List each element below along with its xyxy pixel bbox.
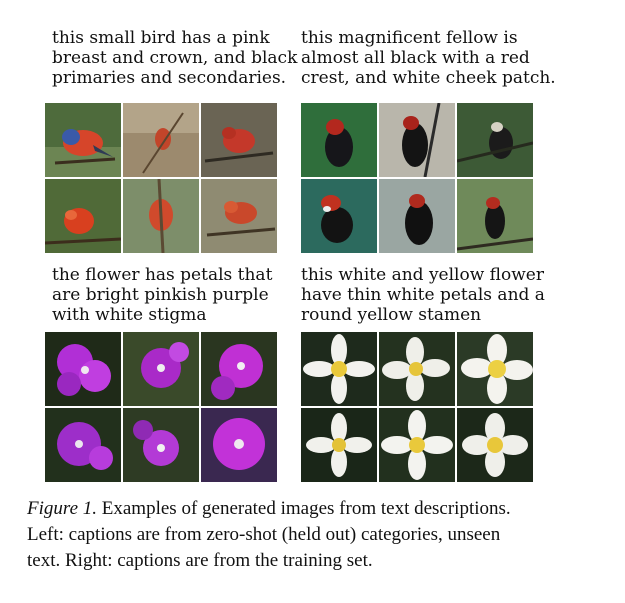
figure-caption-line-1 — [27, 496, 602, 522]
image-grid-bird-black — [301, 103, 533, 253]
generated-image-flower-purple-4 — [45, 408, 121, 482]
generated-image-flower-white-1 — [301, 332, 377, 406]
generated-image-bird-black-3 — [457, 103, 533, 177]
generated-image-bird-pink-3 — [201, 103, 277, 177]
generated-image-bird-black-2 — [379, 103, 455, 177]
generated-image-flower-white-2 — [379, 332, 455, 406]
figure-caption-line-3: text. Right: captions are from the training set. — [27, 550, 373, 571]
caption-line: almost all black with a red — [301, 48, 530, 68]
generated-image-flower-white-5 — [379, 408, 455, 482]
caption-line: this small bird has a pink — [52, 28, 270, 48]
caption-line: the flower has petals that — [52, 265, 273, 285]
generated-image-bird-pink-2 — [123, 103, 199, 177]
generated-image-bird-pink-6 — [201, 179, 277, 253]
generated-image-bird-pink-4 — [45, 179, 121, 253]
generated-image-flower-purple-2 — [123, 332, 199, 406]
caption-line: crest, and white cheek patch. — [301, 68, 556, 88]
image-grid-bird-pink — [45, 103, 277, 253]
caption-line: primaries and secondaries. — [52, 68, 287, 88]
generated-image-flower-white-3 — [457, 332, 533, 406]
caption-line: are bright pinkish purple — [52, 285, 269, 305]
generated-image-bird-black-6 — [457, 179, 533, 253]
generated-image-bird-pink-5 — [123, 179, 199, 253]
generated-image-bird-black-1 — [301, 103, 377, 177]
caption-line: breast and crown, and black — [52, 48, 298, 68]
image-grid-flower-purple — [45, 332, 277, 482]
generated-image-bird-black-5 — [379, 179, 455, 253]
generated-image-flower-purple-6 — [201, 408, 277, 482]
generated-image-flower-purple-1 — [45, 332, 121, 406]
figure-caption-line-2: Left: captions are from zero-shot (held out) categories, unseen — [27, 524, 501, 545]
generated-image-bird-black-4 — [301, 179, 377, 253]
generated-image-flower-white-4 — [301, 408, 377, 482]
panel-caption-bird-black — [301, 28, 556, 88]
figure-label: Figure 1. — [27, 498, 98, 519]
panel-caption-flower-purple — [52, 265, 272, 325]
figure-caption-text: Examples of generated images from text descriptions. — [97, 498, 511, 519]
caption-line: have thin white petals and a — [301, 285, 545, 305]
figure-caption — [27, 496, 602, 574]
caption-line: this white and yellow flower — [301, 265, 544, 285]
caption-line: this magnificent fellow is — [301, 28, 518, 48]
caption-line: with white stigma — [52, 305, 207, 325]
generated-image-bird-pink-1 — [45, 103, 121, 177]
panel-caption-bird-pink — [52, 28, 297, 88]
generated-image-flower-purple-5 — [123, 408, 199, 482]
generated-image-flower-white-6 — [457, 408, 533, 482]
image-grid-flower-white — [301, 332, 533, 482]
generated-image-flower-purple-3 — [201, 332, 277, 406]
caption-line: round yellow stamen — [301, 305, 482, 325]
panel-caption-flower-white — [301, 265, 545, 325]
